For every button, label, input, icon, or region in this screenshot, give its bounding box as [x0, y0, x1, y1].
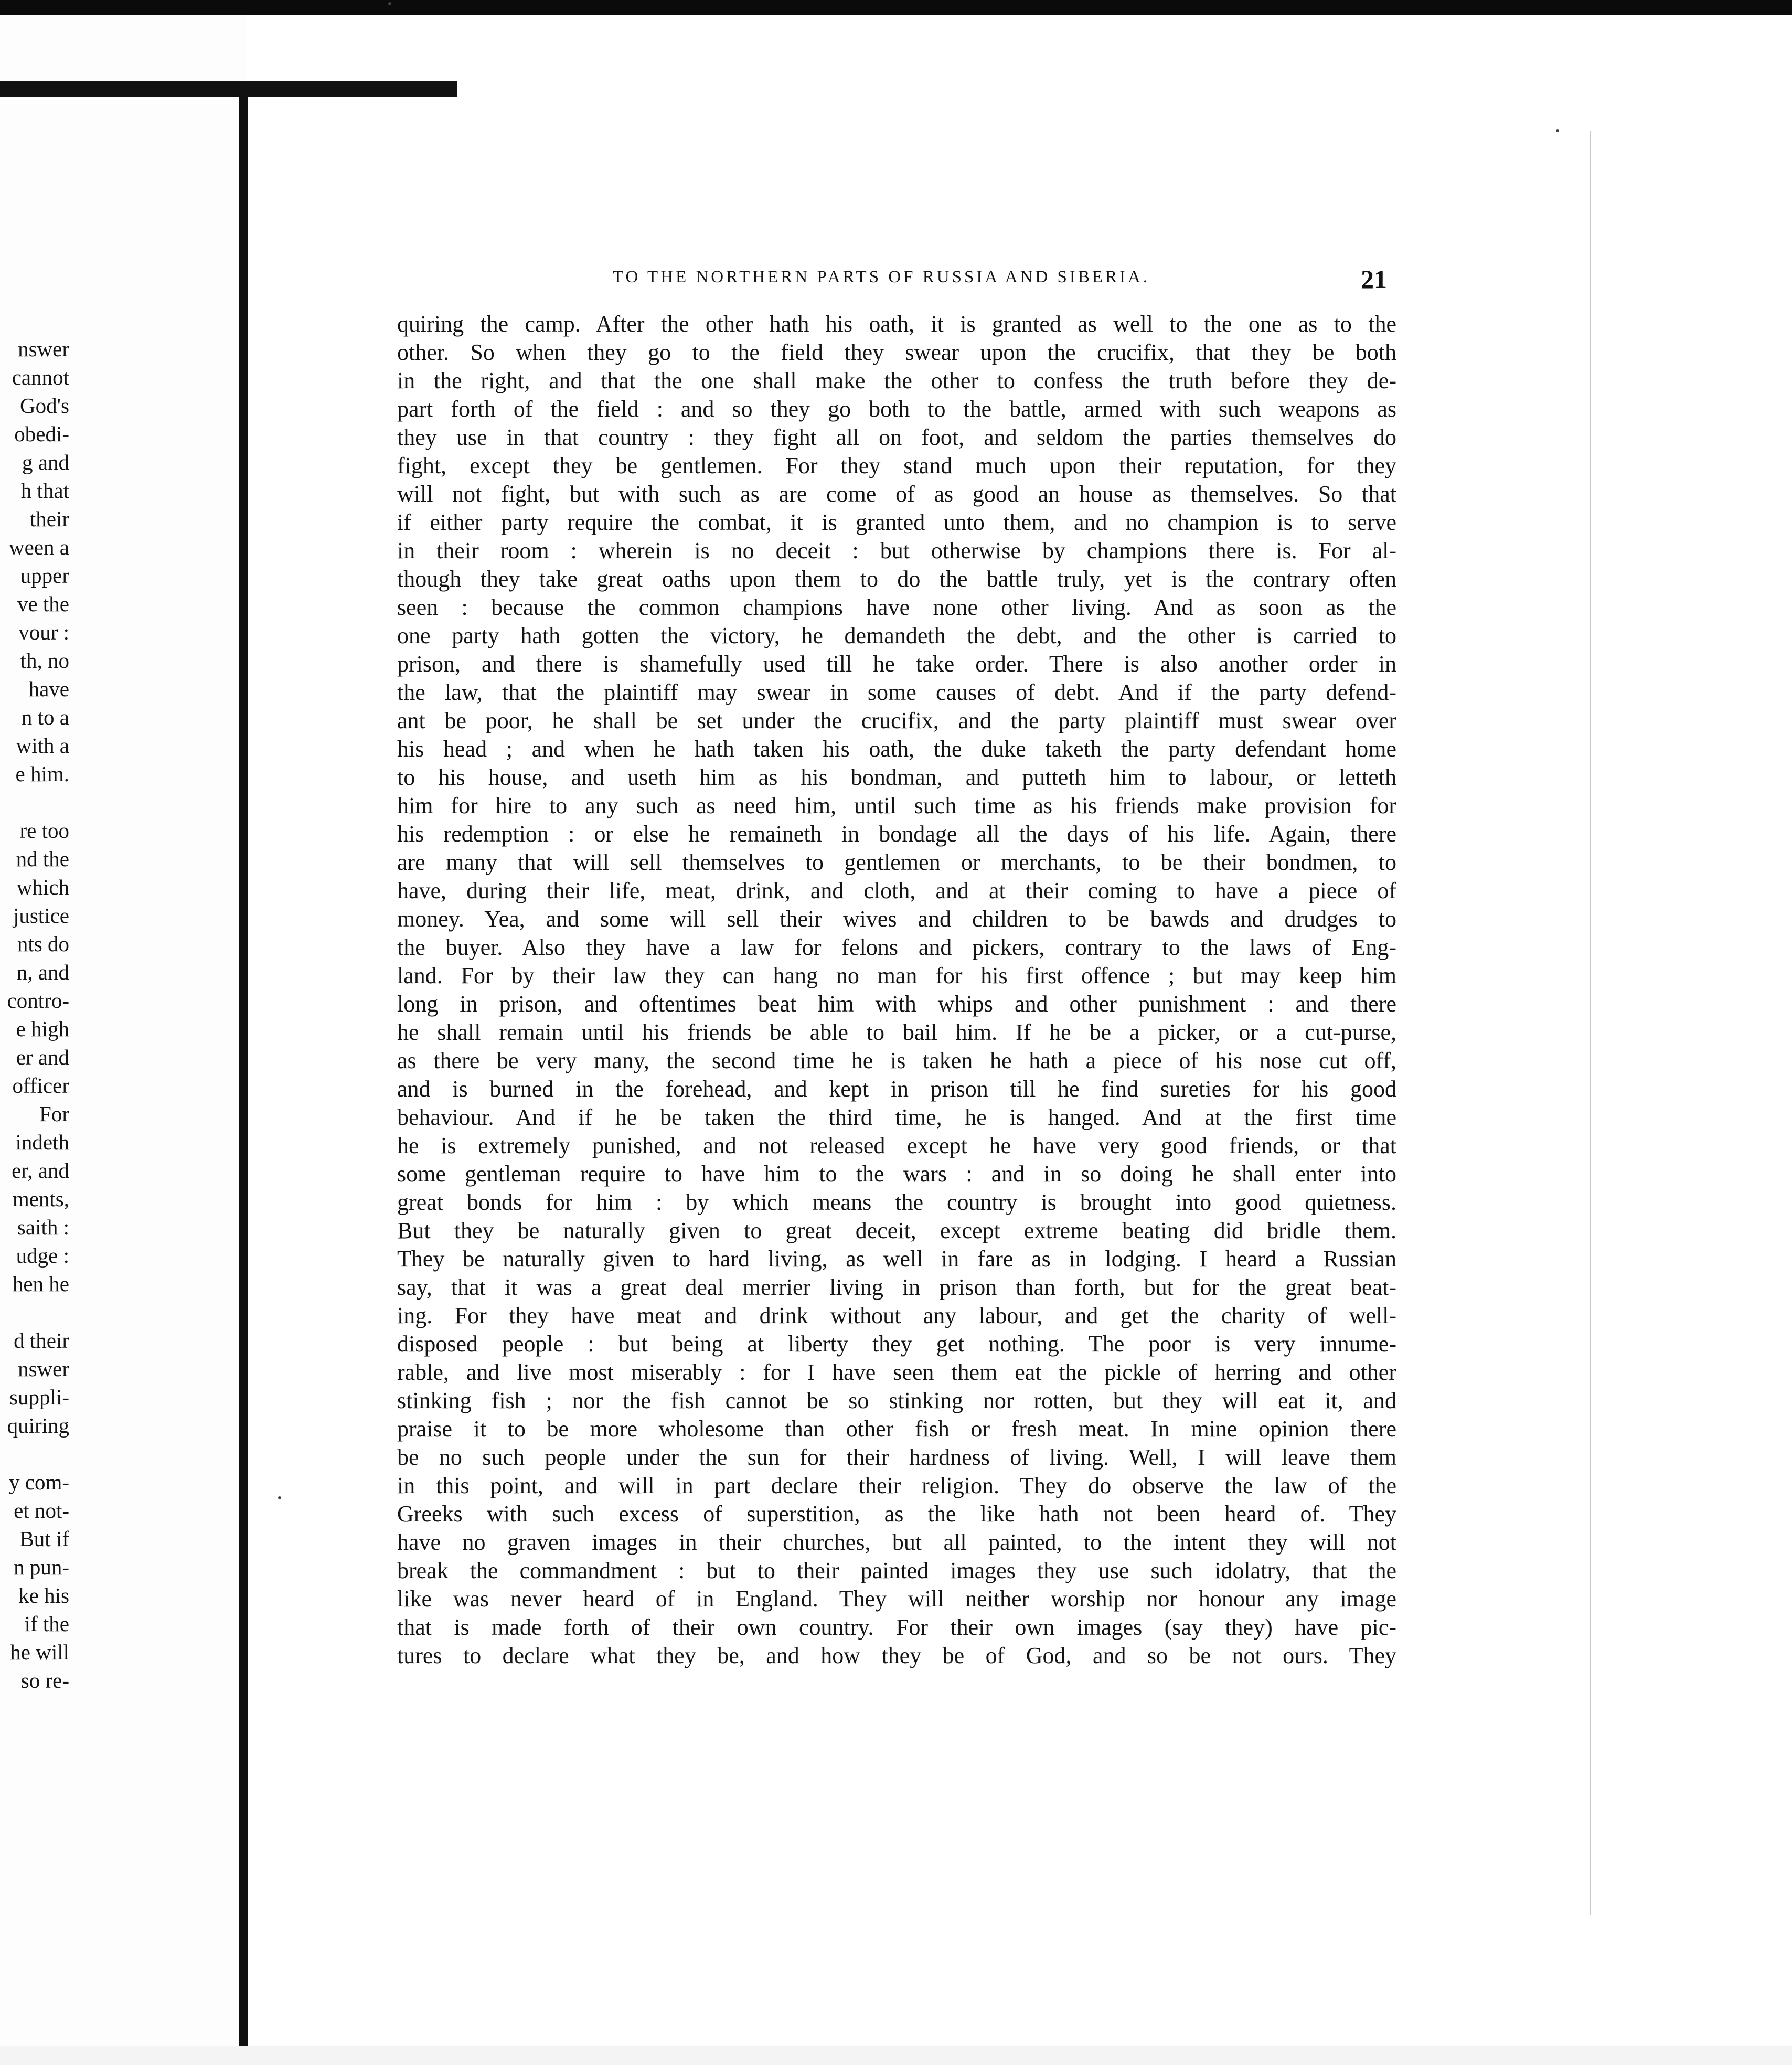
text-line: in this point, and will in part declare their religion. They do observe the law of the — [397, 1473, 1396, 1498]
left-page-line: contro- — [7, 988, 69, 1013]
text-line: say, that it was a great deal merrier living in prison than forth, but for the great beat- — [397, 1274, 1396, 1300]
text-line: the law, that the plaintiff may swear in some causes of debt. And if the party defend- — [397, 679, 1396, 705]
left-page-line: But if — [19, 1527, 69, 1551]
text-line: tures to declare what they be, and how they be of God, and so be not ours. They — [397, 1643, 1396, 1668]
text-line: as there be very many, the second time he is taken he hath a piece of his nose cut off, — [397, 1048, 1396, 1073]
left-page-line: ments, — [12, 1187, 69, 1211]
text-line: money. Yea, and some will sell their wives and children to be bawds and drudges to — [397, 906, 1396, 932]
left-page-line: e him. — [15, 762, 69, 786]
left-page-line: he will — [10, 1640, 69, 1664]
left-page-line: justice — [13, 903, 69, 928]
left-page-line: if the — [24, 1612, 69, 1636]
text-line: have, during their life, meat, drink, and cloth, and at their coming to have a piece of — [397, 878, 1396, 903]
left-page-line: vour : — [18, 620, 69, 644]
left-page-line: udge : — [16, 1243, 69, 1268]
text-line: seen : because the common champions have none other living. And as soon as the — [397, 594, 1396, 620]
left-page-line: n to a — [21, 705, 69, 729]
text-line: the buyer. Also they have a law for felons and pickers, contrary to the laws of Eng- — [397, 934, 1396, 960]
text-line: prison, and there is shamefully used till he take order. There is also another order in — [397, 651, 1396, 677]
left-page-line: suppli- — [9, 1385, 69, 1409]
text-line: rable, and live most miserably : for I have seen them eat the pickle of herring and other — [397, 1359, 1396, 1385]
left-page-line: cannot — [12, 365, 69, 389]
text-line: his head ; and when he hath taken his oath, the duke taketh the party defendant home — [397, 736, 1396, 762]
text-line: in the right, and that the one shall make the other to confess the truth before they de- — [397, 368, 1396, 393]
scan-speck — [278, 1496, 281, 1499]
left-page-line: th, no — [20, 648, 69, 673]
running-head: TO THE NORTHERN PARTS OF RUSSIA AND SIBERIA. — [613, 268, 1150, 286]
left-page-line: nts do — [17, 932, 69, 956]
left-page-line: quiring — [7, 1413, 69, 1438]
left-page-line: ween a — [9, 535, 69, 559]
text-line: be no such people under the sun for their hardness of living. Well, I will leave them — [397, 1444, 1396, 1470]
text-line: that is made forth of their own country. For their own images (say they) have pic- — [397, 1614, 1396, 1640]
text-line: to his house, and useth him as his bondman, and putteth him to labour, or letteth — [397, 764, 1396, 790]
text-line: in their room : wherein is no deceit : but otherwise by champions there is. For al- — [397, 538, 1396, 563]
text-line: land. For by their law they can hang no man for his first offence ; but may keep him — [397, 963, 1396, 988]
text-line: quiring the camp. After the other hath his oath, it is granted as well to the one as to the — [397, 311, 1396, 337]
page-number: 21 — [1361, 264, 1387, 294]
left-page-line: d their — [14, 1328, 69, 1353]
left-page-line: with a — [16, 733, 69, 758]
scan-top-border — [0, 0, 1792, 15]
left-page-line: er, and — [12, 1158, 69, 1183]
left-page-line: nswer — [18, 1357, 69, 1381]
text-line: will not fight, but with such as are come of as good an house as themselves. So that — [397, 481, 1396, 507]
text-line: are many that will sell themselves to gentlemen or merchants, to be their bondmen, to — [397, 849, 1396, 875]
text-line: they use in that country : they fight all on foot, and seldom the parties themselves do — [397, 424, 1396, 450]
text-line: They be naturally given to hard living, as well in fare as in lodging. I heard a Russian — [397, 1246, 1396, 1272]
text-line: other. So when they go to the field they swear upon the crucifix, that they be both — [397, 339, 1396, 365]
left-page-line: For — [39, 1102, 69, 1126]
text-line: have no graven images in their churches, but all painted, to the intent they will not — [397, 1529, 1396, 1555]
left-page-line: y com- — [9, 1470, 69, 1494]
binding-spine — [239, 97, 248, 2046]
body-text — [397, 310, 1396, 1670]
text-line: behaviour. And if he be taken the third time, he is hanged. And at the first time — [397, 1104, 1396, 1130]
left-page-fragment — [0, 15, 247, 2046]
text-line: great bonds for him : by which means the country is brought into good quietness. — [397, 1189, 1396, 1215]
left-page-line: ke his — [18, 1583, 69, 1608]
left-page-line: indeth — [15, 1130, 69, 1154]
left-page-line: saith : — [17, 1215, 69, 1239]
text-line: ing. For they have meat and drink without any labour, and get the charity of well- — [397, 1303, 1396, 1328]
text-line: he is extremely punished, and not released except he have very good friends, or that — [397, 1133, 1396, 1158]
left-page-line: upper — [20, 563, 69, 588]
left-page-line: God's — [20, 393, 69, 418]
left-page-line: n, and — [16, 960, 69, 984]
text-line: But they be naturally given to great deceit, except extreme beating did bridle them. — [397, 1218, 1396, 1243]
left-page-line: g and — [22, 450, 69, 474]
text-line: praise it to be more wholesome than other fish or fresh meat. In mine opinion there — [397, 1416, 1396, 1442]
scan-speck — [1556, 129, 1559, 132]
text-line: fight, except they be gentlemen. For they stand much upon their reputation, for they — [397, 453, 1396, 478]
left-page-line: er and — [16, 1045, 69, 1069]
page-edge-rule — [1590, 131, 1591, 1915]
text-line: stinking fish ; nor the fish cannot be so stinking nor rotten, but they will eat it, and — [397, 1388, 1396, 1413]
text-line: Greeks with such excess of superstition, as the like hath not been heard of. They — [397, 1501, 1396, 1527]
text-line: and is burned in the forehead, and kept in prison till he find sureties for his good — [397, 1076, 1396, 1102]
text-line: he shall remain until his friends be able to bail him. If he be a picker, or a cut-purse, — [397, 1019, 1396, 1045]
text-line: his redemption : or else he remaineth in bondage all the days of his life. Again, there — [397, 821, 1396, 847]
left-page-line: re too — [19, 818, 69, 843]
left-page-line: so re- — [20, 1668, 69, 1693]
text-line: like was never heard of in England. They will neither worship nor honour any image — [397, 1586, 1396, 1612]
scan-speck — [388, 2, 391, 5]
text-line: ant be poor, he shall be set under the crucifix, and the party plaintiff must swear over — [397, 708, 1396, 733]
text-line: part forth of the field : and so they go both to the battle, armed with such weapons as — [397, 396, 1396, 422]
left-page-line: their — [29, 507, 69, 531]
left-page-line: nd the — [16, 847, 69, 871]
left-page-line: which — [16, 875, 69, 899]
left-page-line: e high — [16, 1017, 69, 1041]
text-line: break the commandment : but to their painted images they use such idolatry, that the — [397, 1558, 1396, 1583]
text-line: some gentleman require to have him to the wars : and in so doing he shall enter into — [397, 1161, 1396, 1187]
text-line: though they take great oaths upon them to do the battle truly, yet is the contrary often — [397, 566, 1396, 592]
left-page-line: n pun- — [14, 1555, 69, 1579]
left-page-line: nswer — [18, 337, 69, 361]
left-page-line: et not- — [14, 1498, 69, 1523]
left-page-line: have — [28, 677, 69, 701]
text-line: one party hath gotten the victory, he demandeth the debt, and the other is carried to — [397, 623, 1396, 648]
left-page-line: obedi- — [14, 422, 69, 446]
left-page-line: h that — [20, 478, 69, 503]
text-line: disposed people : but being at liberty they get nothing. The poor is very innume- — [397, 1331, 1396, 1357]
scan-bottom-edge — [0, 2046, 1792, 2065]
left-page-line: officer — [12, 1073, 69, 1098]
text-line: if either party require the combat, it is granted unto them, and no champion is to serve — [397, 509, 1396, 535]
text-line: long in prison, and oftentimes beat him with whips and other punishment : and there — [397, 991, 1396, 1017]
text-line: him for hire to any such as need him, until such time as his friends make provision for — [397, 793, 1396, 818]
left-page-line: ve the — [17, 592, 69, 616]
left-page-line: hen he — [12, 1272, 69, 1296]
